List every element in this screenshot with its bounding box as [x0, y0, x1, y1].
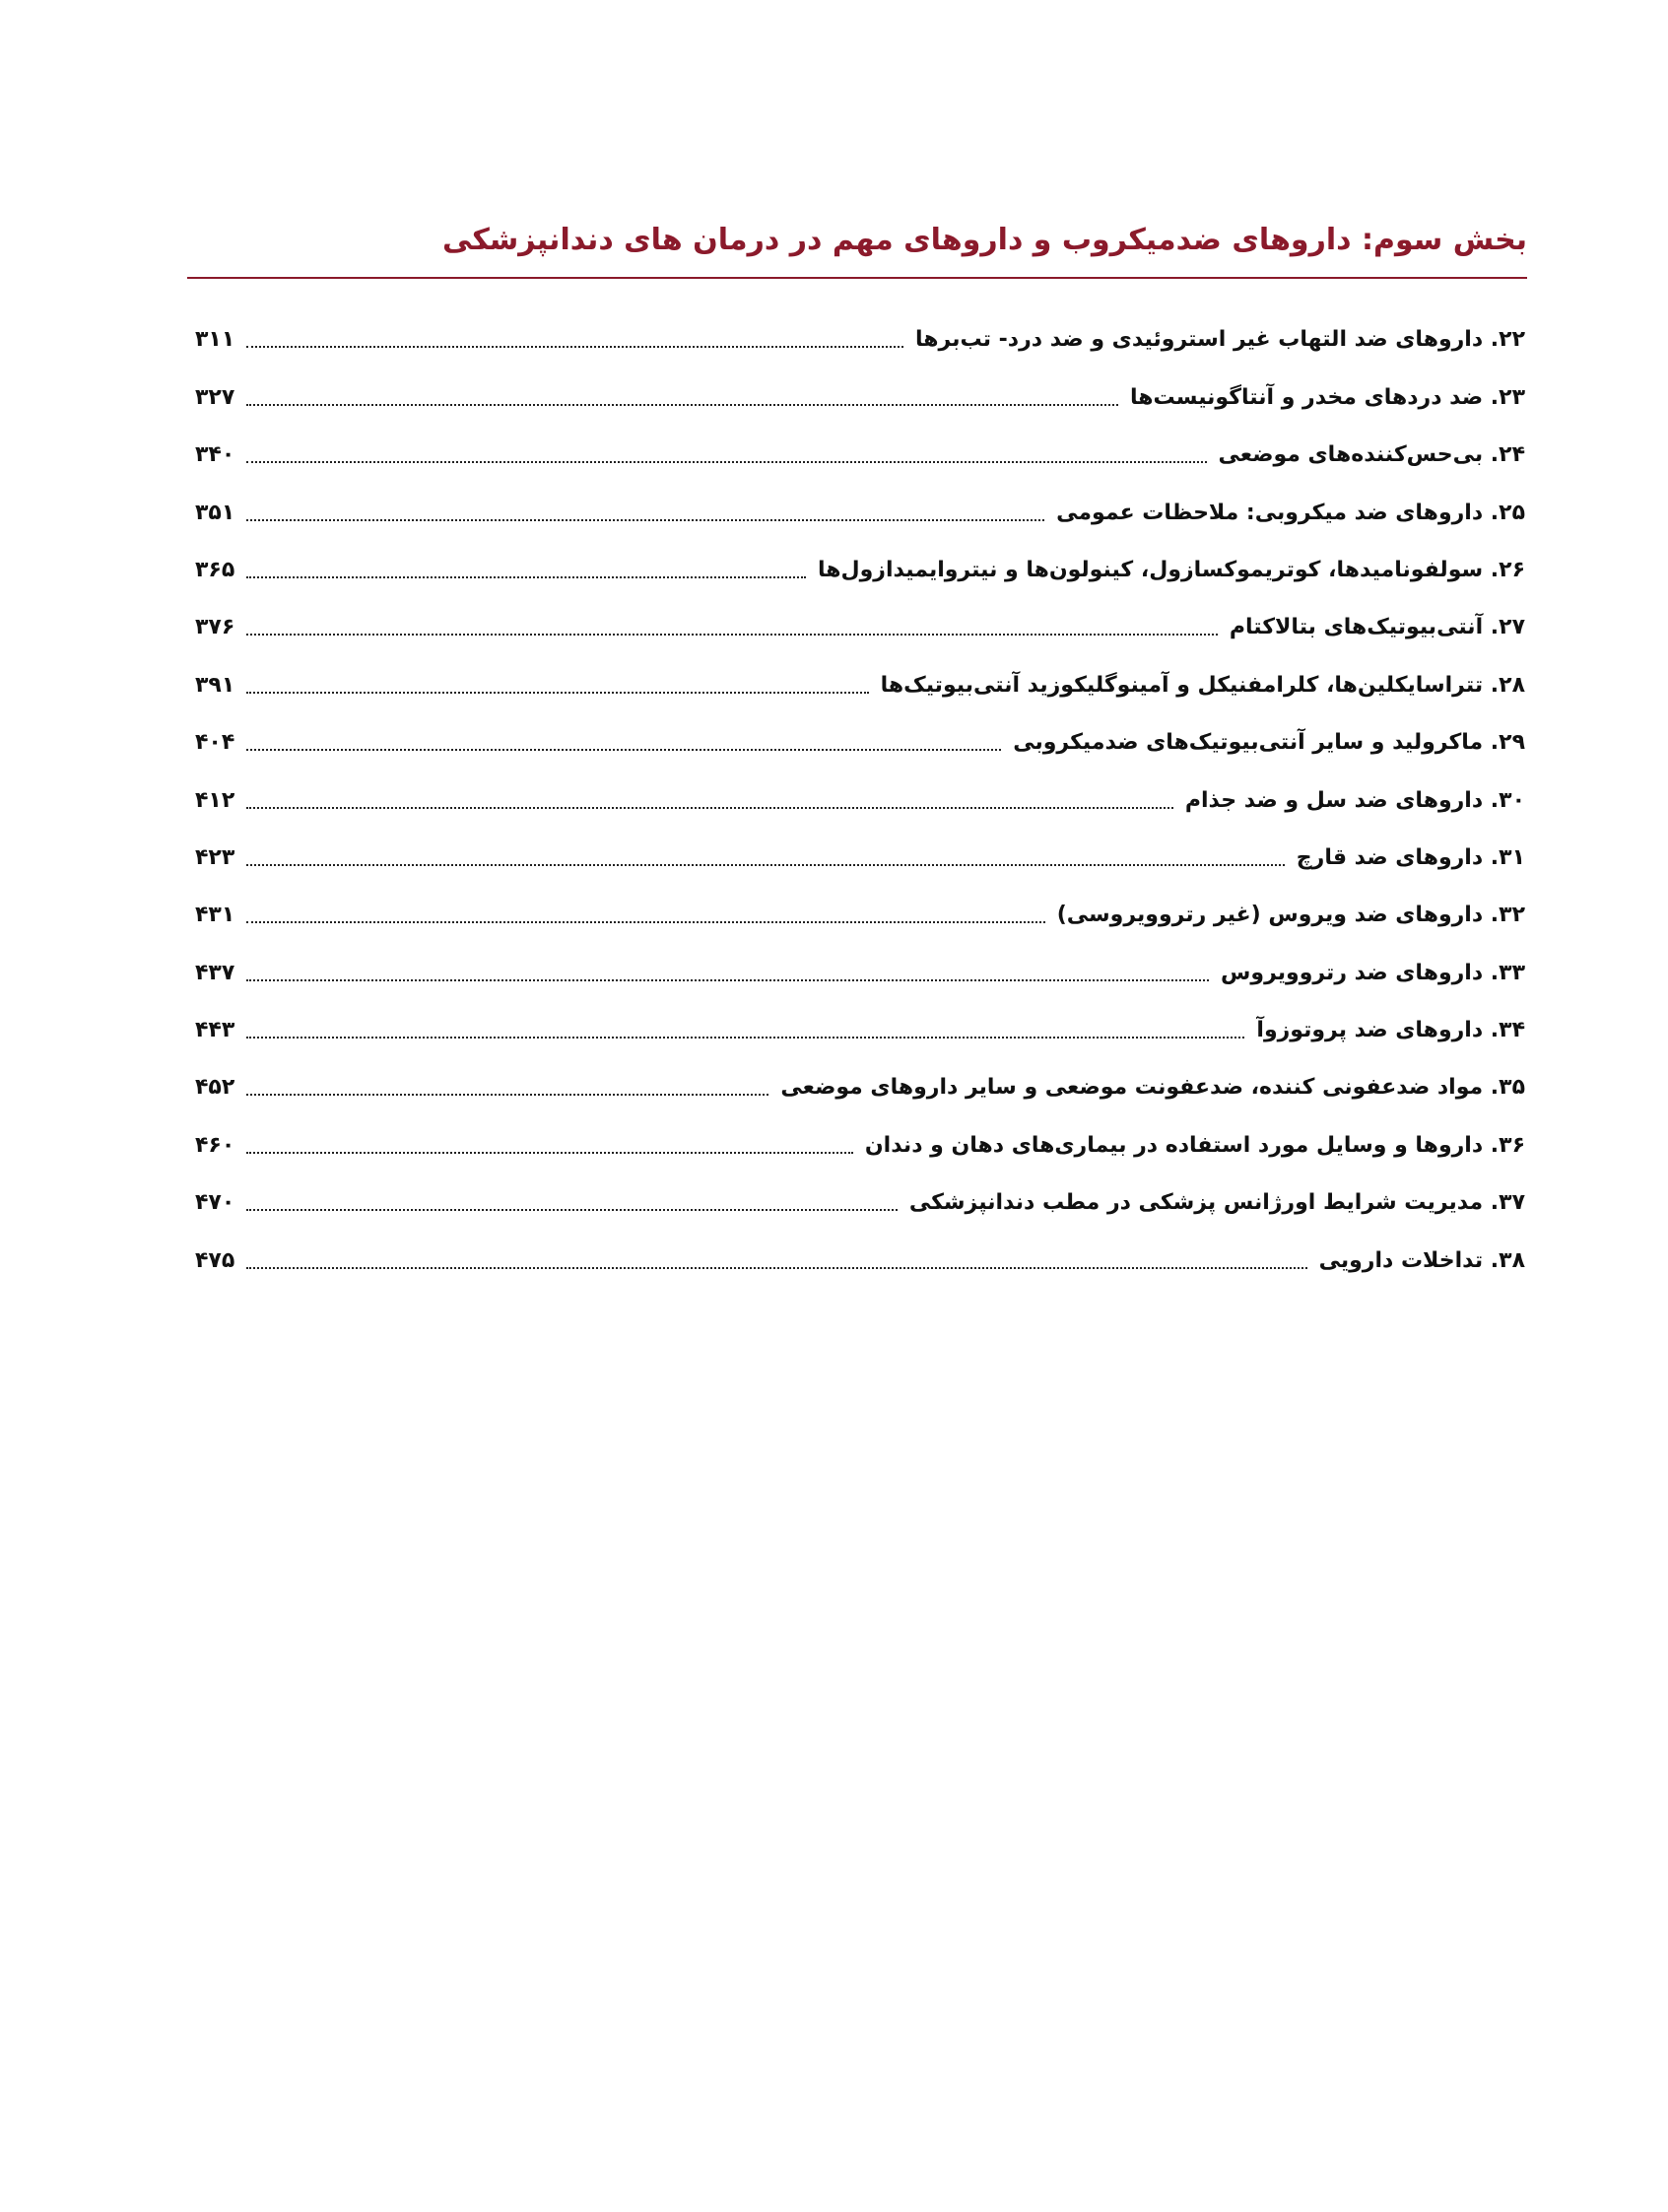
toc-entry[interactable]: [195, 932, 1525, 989]
toc-entry-title: ۲۷. آنتی‌بیوتیک‌های بتالاکتام: [1229, 615, 1525, 640]
toc-entry[interactable]: [195, 760, 1525, 817]
toc-dot-leader: [246, 1094, 768, 1096]
toc-dot-leader: [246, 404, 1118, 406]
toc-entry-page: ۴۴۳: [195, 1018, 235, 1043]
toc-entry[interactable]: [195, 1163, 1525, 1220]
toc-entry-page: ۴۳۷: [195, 960, 235, 985]
toc-dot-leader: [246, 346, 903, 348]
toc-dot-leader: [246, 979, 1209, 981]
toc-entry[interactable]: [195, 875, 1525, 932]
toc-entry[interactable]: [195, 300, 1525, 357]
toc-entry-page: ۴۰۴: [195, 730, 235, 756]
toc-entry-title: ۳۲. داروهای ضد ویروس (غیر رتروویروسی): [1056, 903, 1525, 928]
toc-dot-leader: [246, 1037, 1244, 1039]
toc-entry-page: ۴۳۱: [195, 903, 235, 928]
toc-entry-page: ۴۶۰: [195, 1132, 235, 1158]
toc-dot-leader: [246, 1267, 1307, 1269]
toc-dot-leader: [246, 692, 869, 694]
toc-entry-title: ۳۱. داروهای ضد قارچ: [1296, 844, 1525, 870]
toc-entry-page: ۳۶۵: [195, 557, 235, 582]
toc-entry[interactable]: [195, 1105, 1525, 1162]
toc-entry-title: ۳۸. تداخلات دارویی: [1318, 1247, 1525, 1273]
toc-entry-title: ۳۰. داروهای ضد سل و ضد جذام: [1184, 787, 1525, 813]
toc-entry[interactable]: [195, 472, 1525, 529]
toc-entry-title: ۳۵. مواد ضدعفونی کننده، ضدعفونت موضعی و سایر داروهای موضعی: [780, 1075, 1525, 1101]
toc-entry[interactable]: [195, 644, 1525, 702]
toc-entry[interactable]: [195, 357, 1525, 414]
toc-dot-leader: [246, 921, 1045, 923]
toc-entry-title: ۳۳. داروهای ضد رتروویروس: [1221, 960, 1525, 985]
toc-dot-leader: [246, 634, 1218, 636]
toc-entry-title: ۳۴. داروهای ضد پروتوزوآ: [1256, 1018, 1525, 1043]
toc-entry[interactable]: [195, 990, 1525, 1047]
toc-entry-page: ۳۵۱: [195, 500, 235, 525]
toc-dot-leader: [246, 807, 1173, 809]
toc-entry-title: ۲۳. ضد دردهای مخدر و آنتاگونیست‌ها: [1130, 384, 1525, 410]
toc-entry-page: ۴۷۰: [195, 1190, 235, 1216]
toc-entry-title: ۲۸. تتراسایکلین‌ها، کلرامفنیکل و آمینوگلیکوزید آنتی‌بیوتیک‌ها: [880, 672, 1525, 698]
toc-dot-leader: [246, 1152, 853, 1154]
toc-entry[interactable]: [195, 530, 1525, 587]
toc-dot-leader: [246, 864, 1285, 866]
toc-entry-page: ۳۹۱: [195, 672, 235, 698]
toc-entry-page: ۴۷۵: [195, 1247, 235, 1273]
toc-entry-page: ۳۴۰: [195, 442, 235, 468]
toc-entry-title: ۲۴. بی‌حس‌کننده‌های موضعی: [1218, 442, 1525, 468]
table-of-contents: [195, 300, 1525, 1278]
toc-entry-page: ۴۲۳: [195, 844, 235, 870]
toc-dot-leader: [246, 749, 1001, 751]
title-divider: [187, 277, 1527, 279]
toc-entry-title: ۳۷. مدیریت شرایط اورژانس پزشکی در مطب دندانپزشکی: [908, 1190, 1525, 1216]
toc-entry[interactable]: [195, 818, 1525, 875]
toc-entry-title: ۳۶. داروها و وسایل مورد استفاده در بیماری‌های دهان و دندان: [864, 1132, 1525, 1158]
toc-entry-title: ۲۲. داروهای ضد التهاب غیر استروئیدی و ضد درد- تب‌برها: [915, 327, 1525, 353]
toc-entry[interactable]: [195, 1047, 1525, 1105]
toc-dot-leader: [246, 461, 1207, 463]
toc-dot-leader: [246, 519, 1044, 521]
section-title: بخش سوم: داروهای ضدمیکروب و داروهای مهم در درمان های دندانپزشکی: [441, 223, 1527, 257]
toc-entry[interactable]: [195, 1220, 1525, 1277]
toc-entry-title: ۲۶. سولفونامیدها، کوتریموکسازول، کینولون‌ها و نیتروایمیدازول‌ها: [818, 557, 1525, 582]
toc-entry-page: ۴۱۲: [195, 787, 235, 813]
toc-dot-leader: [246, 1209, 898, 1211]
toc-entry-page: ۳۲۷: [195, 384, 235, 410]
toc-entry-page: ۴۵۲: [195, 1075, 235, 1101]
toc-entry[interactable]: [195, 415, 1525, 472]
toc-entry-title: ۲۵. داروهای ضد میکروبی: ملاحظات عمومی: [1056, 500, 1525, 525]
toc-entry-page: ۳۱۱: [195, 327, 235, 353]
toc-entry[interactable]: [195, 587, 1525, 644]
toc-entry[interactable]: [195, 703, 1525, 760]
toc-entry-page: ۳۷۶: [195, 615, 235, 640]
toc-dot-leader: [246, 576, 806, 578]
toc-entry-title: ۲۹. ماکرولید و سایر آنتی‌بیوتیک‌های ضدمیکروبی: [1013, 730, 1525, 756]
